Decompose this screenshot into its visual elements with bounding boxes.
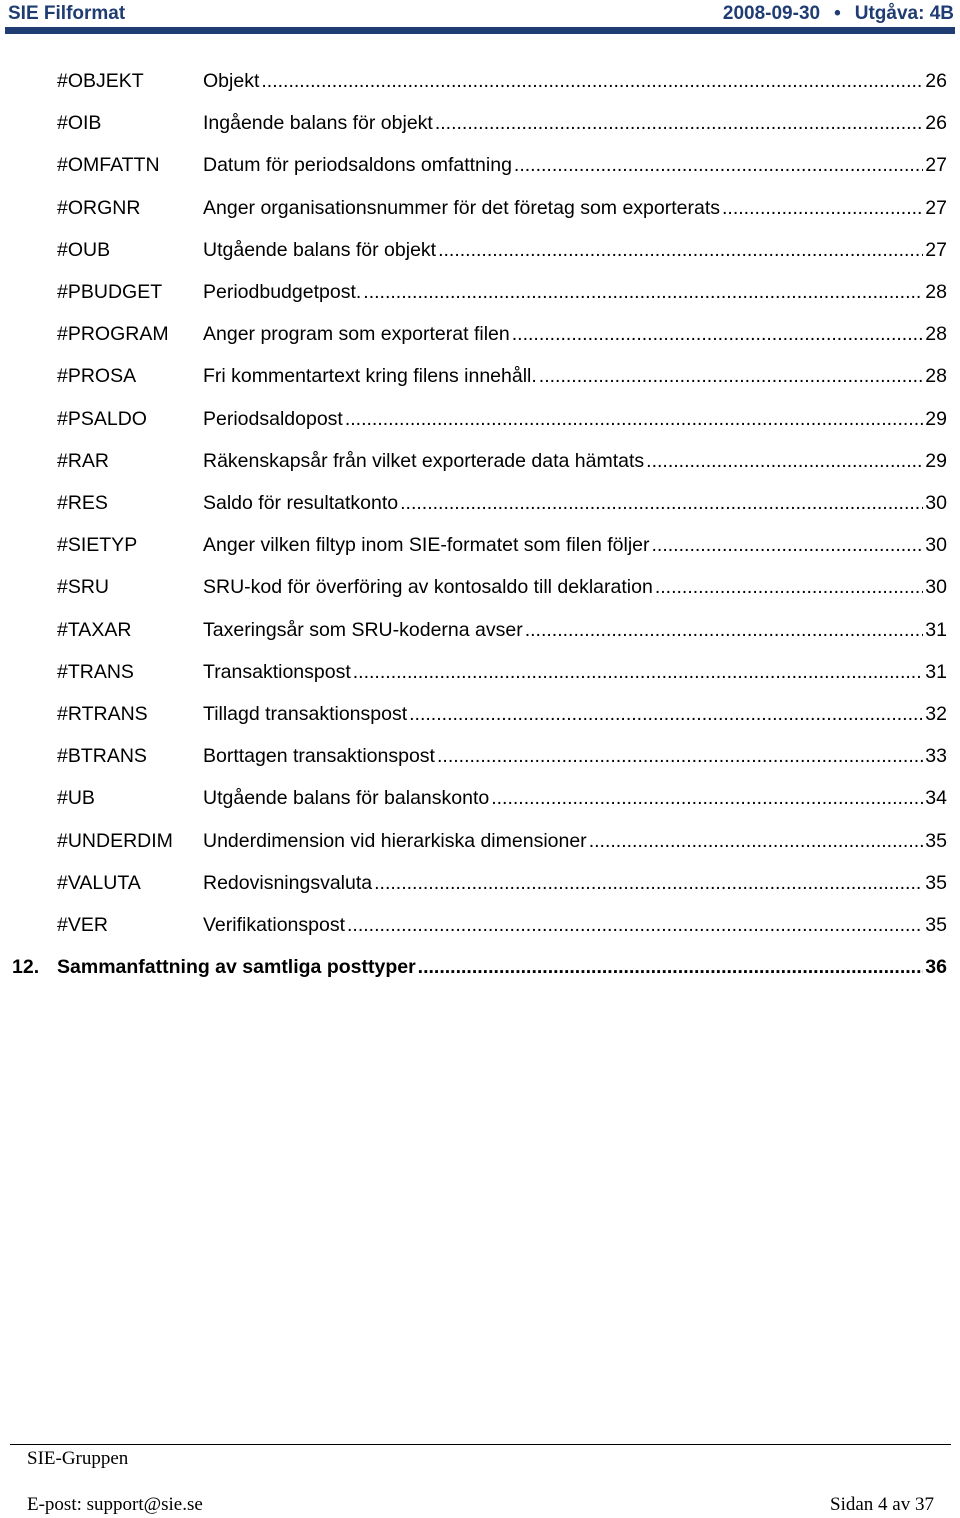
document-title: SIE Filformat xyxy=(8,3,126,24)
dot-leader xyxy=(438,229,923,271)
toc-entry-code: #SIETYP xyxy=(57,534,138,557)
toc-entry[interactable] xyxy=(0,187,960,229)
dot-leader xyxy=(400,482,923,524)
toc-entry-page: 27 xyxy=(925,238,947,261)
toc-entry-link[interactable] xyxy=(203,777,947,819)
toc-entry-code: #RES xyxy=(57,492,108,514)
toc-entry-title: Borttagen transaktionspost xyxy=(203,745,435,768)
toc-entry[interactable] xyxy=(0,144,960,186)
toc-entry-link[interactable] xyxy=(203,102,947,144)
toc-entry-code: #UNDERDIM xyxy=(57,829,173,852)
toc-entry-link[interactable] xyxy=(203,144,947,186)
header-meta xyxy=(723,3,954,25)
toc-entry-title: Utgående balans för objekt xyxy=(203,238,437,261)
toc-entry-page: 30 xyxy=(925,576,947,599)
dot-leader xyxy=(353,651,924,693)
toc-entry[interactable] xyxy=(0,862,960,904)
toc-entry[interactable] xyxy=(0,398,960,440)
toc-entry-code: #ORGNR xyxy=(57,196,141,219)
toc-entry[interactable] xyxy=(0,102,960,144)
toc-section-entry[interactable] xyxy=(0,946,960,988)
toc-entry-page: 27 xyxy=(925,196,947,219)
dot-leader xyxy=(525,609,924,651)
toc-entry-code: #BTRANS xyxy=(57,745,147,768)
toc-entry[interactable] xyxy=(0,229,960,271)
toc-entry-code: #VER xyxy=(57,914,108,936)
toc-entry-code: #OUB xyxy=(57,238,111,261)
toc-entry[interactable] xyxy=(0,271,960,313)
toc-entry-title: Anger program som exporterat filen xyxy=(203,323,510,346)
toc-entry-page: 33 xyxy=(925,745,947,768)
toc-entry-code: #PSALDO xyxy=(57,407,147,430)
footer-rule xyxy=(10,1444,951,1445)
dot-leader xyxy=(437,735,923,777)
toc-entry-page: 26 xyxy=(925,112,947,135)
toc-entry-title: SRU-kod för överföring av kontosaldo till deklaration xyxy=(203,576,653,599)
footer-email: E-post: support@sie.se xyxy=(27,1494,203,1515)
dot-leader xyxy=(539,355,924,397)
toc-entry[interactable] xyxy=(0,651,960,693)
footer-organization: SIE-Gruppen xyxy=(27,1448,129,1469)
toc-entry-link[interactable] xyxy=(203,651,947,693)
toc-entry-code: #OIB xyxy=(57,112,102,135)
toc-entry-page: 32 xyxy=(925,703,947,725)
toc-entry-link[interactable] xyxy=(203,820,947,862)
toc-entry[interactable] xyxy=(0,609,960,651)
toc-entry[interactable] xyxy=(0,313,960,355)
toc-entry-link[interactable] xyxy=(203,313,947,355)
toc-entry[interactable] xyxy=(0,735,960,777)
dot-leader xyxy=(418,946,924,988)
toc-entry-link[interactable] xyxy=(203,566,947,608)
dot-leader xyxy=(514,144,923,186)
page-header xyxy=(8,0,954,28)
toc-entry-link[interactable] xyxy=(203,735,947,777)
toc-entry-title: Tillagd transaktionspost xyxy=(203,703,408,725)
toc-entry[interactable] xyxy=(0,904,960,946)
toc-entry-link[interactable] xyxy=(203,187,947,229)
toc-entry[interactable] xyxy=(0,777,960,819)
toc-entry-title: Periodbudgetpost. xyxy=(203,281,362,303)
toc-entry-page: 30 xyxy=(925,492,947,514)
toc-entry-link[interactable] xyxy=(203,60,947,102)
dot-leader xyxy=(347,904,923,946)
toc-entry-code: #VALUTA xyxy=(57,871,141,894)
dot-leader xyxy=(646,440,923,482)
toc-entry[interactable] xyxy=(0,440,960,482)
dot-leader xyxy=(589,820,924,862)
toc-entry-page: 35 xyxy=(925,914,947,936)
toc-entry-page: 29 xyxy=(925,449,947,472)
toc-entry-link[interactable] xyxy=(203,271,947,313)
toc-entry-title: Anger organisationsnummer för det företag som exporterats xyxy=(203,196,721,219)
toc-entry-link[interactable] xyxy=(203,693,947,735)
toc-entry-code: #PROSA xyxy=(57,365,137,388)
toc-entry-link[interactable] xyxy=(203,524,947,566)
dot-leader xyxy=(652,524,924,566)
toc-entry-link[interactable] xyxy=(203,862,947,904)
toc-entry-title: Utgående balans för balanskonto xyxy=(203,787,490,810)
toc-entry[interactable] xyxy=(0,820,960,862)
toc-entry-page: 31 xyxy=(925,660,947,683)
footer-page-number: Sidan 4 av 37 xyxy=(830,1494,934,1515)
toc-entry-page: 28 xyxy=(925,281,947,303)
document-edition: Utgåva: 4B xyxy=(854,3,954,24)
dot-leader xyxy=(363,271,923,313)
toc-entry-title: Objekt xyxy=(203,70,260,92)
toc-entry-code: #PROGRAM xyxy=(57,323,169,346)
toc-entry-link[interactable] xyxy=(203,904,947,946)
toc-entry-code: #RAR xyxy=(57,449,110,472)
toc-entry-code: #UB xyxy=(57,787,95,810)
toc-entry-page: 34 xyxy=(925,787,947,810)
dot-leader xyxy=(374,862,923,904)
toc-entry-code: #OMFATTN xyxy=(57,154,160,177)
toc-entry-link[interactable] xyxy=(203,398,947,440)
section-page: 36 xyxy=(925,956,947,979)
toc-entry-page: 28 xyxy=(925,365,947,388)
toc-entry-title: Datum för periodsaldons omfattning xyxy=(203,154,512,177)
toc-entry-title: Saldo för resultatkonto xyxy=(203,492,399,514)
toc-entry-title: Fri kommentartext kring filens innehåll. xyxy=(203,365,537,388)
toc-entry[interactable] xyxy=(0,355,960,397)
toc-entry-link[interactable] xyxy=(203,609,947,651)
toc-entry-title: Underdimension vid hierarkiska dimensioner xyxy=(203,829,587,852)
toc-entry-page: 26 xyxy=(925,70,947,92)
toc-entry-code: #SRU xyxy=(57,576,110,599)
toc-entry-code: #RTRANS xyxy=(57,703,148,725)
section-link[interactable] xyxy=(57,946,947,988)
dot-leader xyxy=(345,398,923,440)
toc-entry-title: Periodsaldopost xyxy=(203,407,343,430)
dot-leader xyxy=(491,777,923,819)
toc-entry-title: Taxeringsår som SRU-koderna avser xyxy=(203,618,523,641)
toc-entry-page: 35 xyxy=(925,829,947,852)
toc-entry-code: #TRANS xyxy=(57,660,134,683)
toc-entry-page: 29 xyxy=(925,407,947,430)
toc-entry[interactable] xyxy=(0,566,960,608)
toc-entry-page: 30 xyxy=(925,534,947,557)
toc-entry-title: Räkenskapsår från vilket exporterade data hämtats xyxy=(203,449,645,472)
toc-entry-title: Redovisningsvaluta xyxy=(203,871,373,894)
toc-entry-page: 31 xyxy=(925,618,947,641)
toc-entry-link[interactable] xyxy=(203,482,947,524)
toc-entry-link[interactable] xyxy=(203,440,947,482)
toc-entry-title: Ingående balans för objekt xyxy=(203,112,433,135)
toc-entry-link[interactable] xyxy=(203,355,947,397)
toc-entry-link[interactable] xyxy=(203,229,947,271)
dot-leader xyxy=(435,102,923,144)
dot-leader xyxy=(655,566,923,608)
toc-entry[interactable] xyxy=(0,693,960,735)
section-number: 12. xyxy=(12,956,40,979)
toc-entry-title: Anger vilken filtyp inom SIE-formatet som filen följer xyxy=(203,534,650,557)
dot-leader xyxy=(512,313,924,355)
document-date: 2008-09-30 xyxy=(722,3,821,24)
dot-leader xyxy=(409,693,923,735)
dot-leader xyxy=(722,187,923,229)
toc-entry-page: 27 xyxy=(925,154,947,177)
section-title: Sammanfattning av samtliga posttyper xyxy=(57,956,416,979)
toc-entry-title: Transaktionspost xyxy=(203,660,351,683)
bullet-separator: • xyxy=(834,3,841,24)
toc-entry[interactable] xyxy=(0,482,960,524)
toc-entry-page: 28 xyxy=(925,323,947,346)
header-rule xyxy=(5,27,955,34)
toc-entry-code: #TAXAR xyxy=(57,618,132,641)
toc-entry[interactable] xyxy=(0,524,960,566)
toc-entry-code: #PBUDGET xyxy=(57,281,163,303)
toc-entry[interactable] xyxy=(0,60,960,102)
toc-entry-page: 35 xyxy=(925,871,947,894)
dot-leader xyxy=(261,60,923,102)
toc-entry-code: #OBJEKT xyxy=(57,70,144,92)
toc-entry-title: Verifikationspost xyxy=(203,914,345,936)
